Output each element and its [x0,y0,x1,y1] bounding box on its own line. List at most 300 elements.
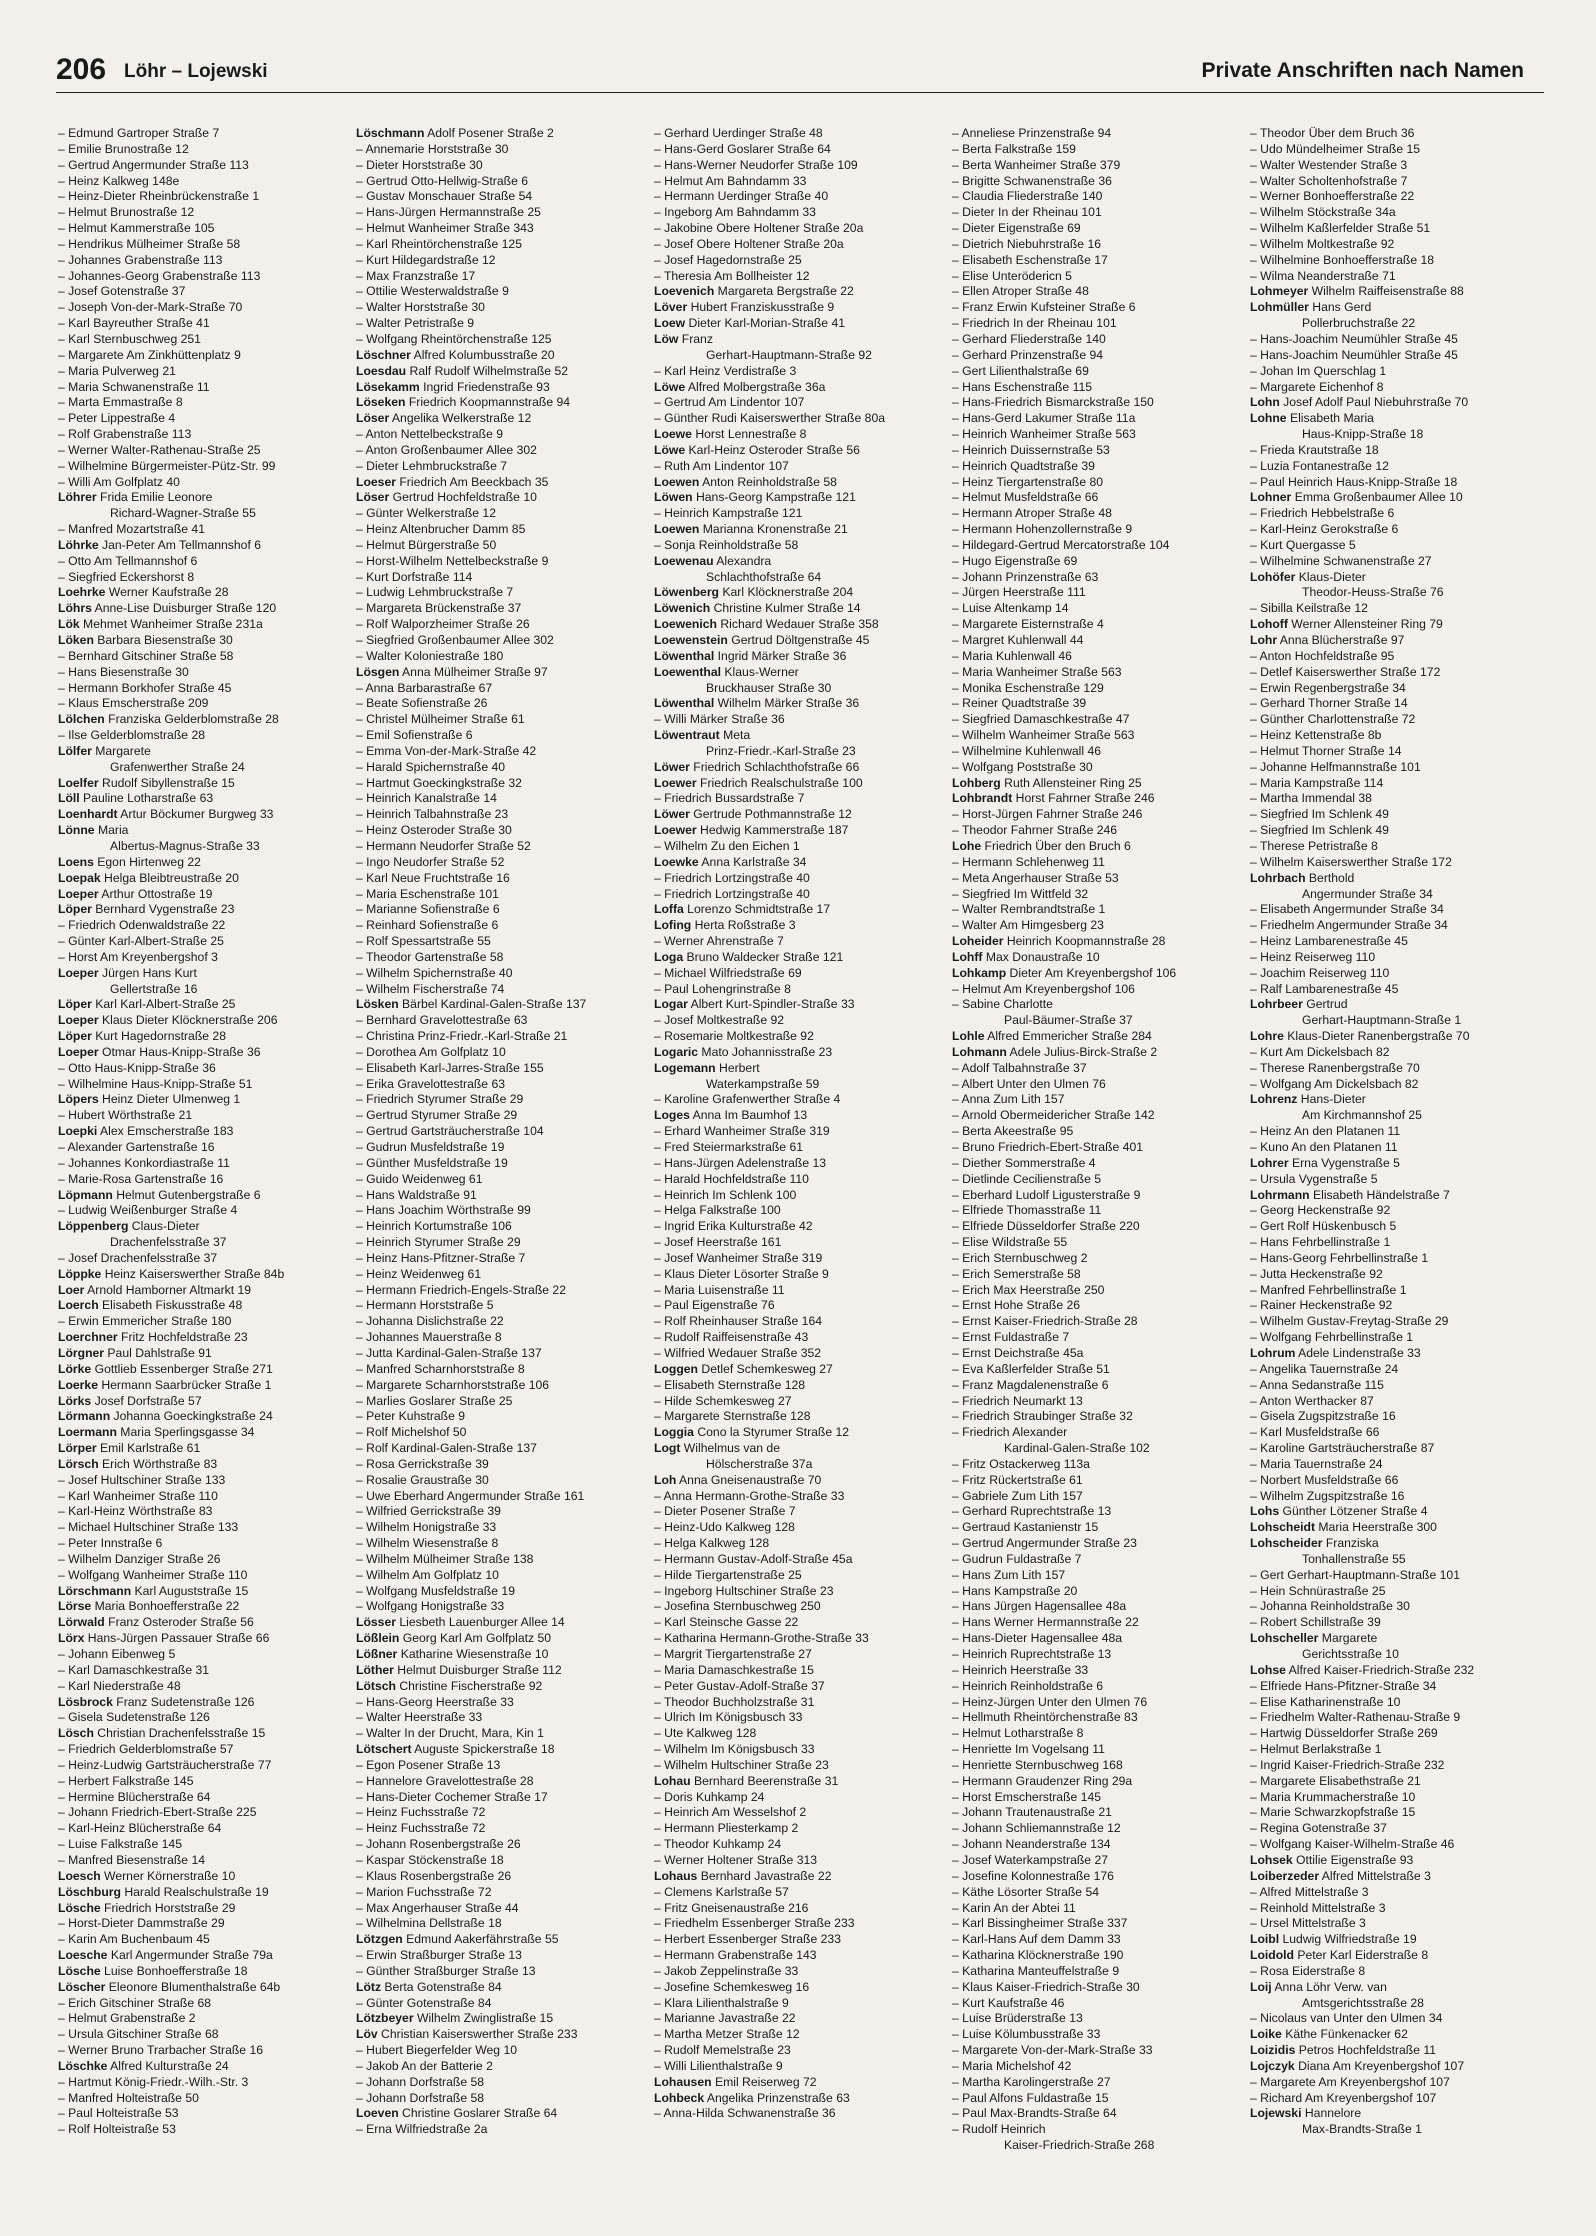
directory-entry [356,1172,644,1188]
entry-text: – Rudolf Memelstraße 23 [654,2043,791,2058]
directory-entry [952,982,1240,998]
entry-text: – Ernst Deichstraße 45a [952,1345,1084,1360]
directory-entry [1250,1647,1538,1663]
directory-entry [58,1710,346,1726]
directory-entry [356,2059,644,2075]
directory-entry [58,1362,346,1378]
surname: Loeser [356,474,396,489]
surname: Lötz [356,1979,382,1994]
entry-text: – Heinz-Jürgen Unter den Ulmen 76 [952,1694,1148,1709]
surname: Löll [58,791,80,806]
directory-entry [356,427,644,443]
entry-text: – Günther Straßburger Straße 13 [356,1963,536,1978]
entry-text: – Helmut Am Kreyenbergshof 106 [952,981,1135,996]
entry-text: – Karl-Heinz Wörthstraße 83 [58,1504,213,1519]
directory-entry [952,1679,1240,1695]
entry-text: Franziska Gelderblomstraße 28 [104,712,279,727]
directory-entry [58,2059,346,2075]
entry-text: – Maria Kampstraße 114 [1250,775,1384,790]
directory-entry [58,1061,346,1077]
entry-text: – Friedrich Odenwaldstraße 22 [58,918,226,933]
entry-text: – Siegfried Großenbaumer Allee 302 [356,633,554,647]
entry-text: – Maria Luisenstraße 11 [654,1282,785,1297]
directory-entry [952,1869,1240,1885]
directory-entry [952,158,1240,174]
directory-entry [356,1980,644,1996]
directory-entry [58,902,346,918]
directory-entry [1250,459,1538,475]
entry-text: – Werner Bruno Trarbacher Straße 16 [58,2043,264,2058]
directory-entry [952,1584,1240,1600]
directory-entry [1250,2106,1538,2122]
directory-entry [58,348,346,364]
entry-text: Helmut Duisburger Straße 112 [393,1662,562,1677]
entry-text: Richard Wedauer Straße 358 [716,617,879,632]
directory-entry [58,649,346,665]
surname: Lök [58,617,80,632]
entry-text: – Wilhelm Kaiserswerther Straße 172 [1250,854,1452,869]
entry-text: – Dietlinde Cecilienstraße 5 [952,1171,1102,1186]
entry-text: – Monika Eschenstraße 129 [952,680,1104,695]
entry-text: Karl Auguststraße 15 [131,1583,249,1598]
entry-text: Artur Böckumer Burgweg 33 [117,807,274,822]
surname: Lohrmann [1250,1187,1310,1202]
entry-text: – Kurt Hildegardstraße 12 [356,252,496,267]
directory-entry [1250,617,1538,633]
directory-entry [654,1932,942,1948]
entry-text: – Elisabeth Angermunder Straße 34 [1250,902,1444,917]
directory-entry [58,1742,346,1758]
directory-entry [356,902,644,918]
entry-text: Katharine Wiesenstraße 10 [397,1647,549,1661]
column-5 [1250,126,1538,2216]
entry-text: – Ludwig Lehmbruckstraße 7 [356,585,514,600]
directory-entry [952,1663,1240,1679]
directory-entry [356,665,644,681]
entry-text: – Edmund Gartroper Straße 7 [58,126,220,140]
entry-text: Drachenfelsstraße 37 [110,1235,227,1250]
directory-entry [1250,1473,1538,1489]
entry-text: – Friedrich In der Rheinau 101 [952,316,1117,331]
directory-entry [952,237,1240,253]
directory-entry [356,395,644,411]
entry-text: – Christina Prinz-Friedr.-Karl-Straße 21 [356,1029,568,1044]
directory-entry [58,997,346,1013]
entry-text: – Hans Jürgen Hagensallee 48a [952,1599,1127,1614]
entry-text: – Gertrud Otto-Hellwig-Straße 6 [356,173,529,188]
entry-text: – Berta Falkstraße 159 [952,141,1076,156]
entry-text: – Kurt Am Dickelsbach 82 [1250,1044,1390,1059]
entry-text: – Johann Prinzenstraße 63 [952,569,1099,584]
entry-text: Friedrich Horststraße 29 [100,1900,236,1915]
directory-entry [1250,189,1538,205]
entry-text: – Günter Welkerstraße 12 [356,506,496,521]
entry-text: Werner Allensteiner Ring 79 [1287,617,1443,632]
directory-entry [58,2043,346,2059]
directory-entry [356,966,644,982]
entry-text: – Helmut Thorner Straße 14 [1250,743,1402,758]
directory-entry [952,760,1240,776]
directory-entry [356,1394,644,1410]
directory-entry [58,427,346,443]
directory-entry [952,791,1240,807]
directory-entry [952,1283,1240,1299]
entry-text: Ingrid Friedenstraße 93 [419,379,550,394]
surname: Löper [58,1029,92,1044]
directory-entry [1250,887,1538,903]
directory-entry [1250,332,1538,348]
directory-entry [952,411,1240,427]
entry-text: – Werner Ahrenstraße 7 [654,934,784,949]
entry-text: – Johann Dorfstraße 58 [356,2074,485,2089]
entry-text: – Johanna Reinholdstraße 30 [1250,1599,1410,1614]
directory-entry [952,1346,1240,1362]
directory-entry [356,1077,644,1093]
entry-text: – Hans Eschenstraße 115 [952,379,1093,394]
entry-text: Georg Karl Am Golfplatz 50 [399,1631,552,1646]
directory-entry [654,776,942,792]
directory-entry [654,1409,942,1425]
surname: Lohner [1250,490,1292,505]
surname: Lohbeck [654,2090,705,2105]
entry-text: Am Kirchmannshof 25 [1302,1108,1422,1123]
directory-entry [1250,1441,1538,1457]
entry-text: – Heinrich Am Wesselshof 2 [654,1805,807,1820]
entry-text: – Hermann Neudorfer Straße 52 [356,838,531,853]
entry-text: – Hans Kampstraße 20 [952,1583,1078,1598]
directory-entry [654,538,942,554]
entry-text: – Paul Max-Brandts-Straße 64 [952,2106,1117,2121]
entry-text: Erich Wörthstraße 83 [98,1456,218,1471]
directory-entry [356,1679,644,1695]
entry-text: Pauline Lotharstraße 63 [79,791,214,806]
entry-text: – Therese Ranenbergstraße 70 [1250,1060,1420,1075]
directory-entry [58,1473,346,1489]
entry-text: – Hans-Joachim Neumühler Straße 45 [1250,331,1458,346]
directory-entry [952,728,1240,744]
entry-text: Franz Osteroder Straße 56 [104,1615,254,1630]
entry-text: – Franz Erwin Kufsteiner Straße 6 [952,300,1136,315]
directory-entry [654,633,942,649]
directory-entry [356,174,644,190]
directory-entry [1250,1298,1538,1314]
directory-entry [356,443,644,459]
directory-entry [654,823,942,839]
surname: Löken [58,633,94,647]
entry-text: Bernhard Beerenstraße 31 [690,1773,839,1788]
entry-text: – Emilie Brunostraße 12 [58,141,189,156]
entry-text: Karl Angermunder Straße 79a [107,1948,273,1963]
entry-text: – Harald Hochfeldstraße 110 [654,1171,809,1186]
directory-entry [1250,633,1538,649]
directory-entry [952,966,1240,982]
directory-entry [952,1758,1240,1774]
surname: Löver [654,300,688,315]
surname: Loermann [58,1425,117,1440]
directory-entry [1250,1615,1538,1631]
entry-text: – Fritz Gneisenaustraße 216 [654,1900,809,1915]
entry-text: – Heinz An den Platanen 11 [1250,1124,1401,1139]
entry-text: – Kurt Quergasse 5 [1250,537,1356,552]
directory-entry [654,554,942,570]
column-1 [58,126,346,2216]
surname: Löhrke [58,537,99,552]
entry-text: – Karl-Heinz Blücherstraße 64 [58,1821,222,1836]
surname: Loike [1250,2027,1282,2042]
entry-text: – Martha Immendal 38 [1250,791,1372,806]
entry-text: – Rolf Holteistraße 53 [58,2122,176,2137]
entry-text: – Friedrich Styrumer Straße 29 [356,1092,524,1107]
entry-text: – Peter Gustav-Adolf-Straße 37 [654,1678,825,1693]
entry-text: – Robert Schillstraße 39 [1250,1615,1381,1630]
entry-text: Hölscherstraße 37a [706,1456,813,1471]
directory-entry [654,300,942,316]
directory-entry [952,665,1240,681]
directory-entry [356,1504,644,1520]
entry-text: – Wolfgang Fehrbellinstraße 1 [1250,1330,1414,1345]
directory-entry [654,1996,942,2012]
entry-text: – Alfred Mittelstraße 3 [1250,1884,1369,1899]
entry-text: – Siegfried Im Wittfeld 32 [952,886,1089,901]
entry-text: – Wilhelm Danziger Straße 26 [58,1551,221,1566]
surname: Lößlein [356,1631,400,1646]
directory-entry [58,1409,346,1425]
directory-entry [952,823,1240,839]
entry-text: Maria [94,823,129,838]
directory-entry [1250,126,1538,142]
surname: Lörsch [58,1456,99,1471]
entry-text: Franz [678,331,713,346]
directory-entry [1250,649,1538,665]
entry-text: – Georg Heckenstraße 92 [1250,1203,1391,1218]
directory-entry [654,997,942,1013]
entry-text: – Hendrikus Mülheimer Straße 58 [58,236,241,251]
directory-entry [356,1790,644,1806]
entry-text: – Theresia Am Bollheister 12 [654,268,810,283]
entry-text: – Heinz Reiserweg 110 [1250,949,1376,964]
directory-entry [654,1584,942,1600]
directory-entry [654,1298,942,1314]
entry-text: Werner Körnerstraße 10 [100,1868,236,1883]
directory-entry [58,1552,346,1568]
directory-entry [654,1172,942,1188]
directory-entry [58,158,346,174]
directory-entry [1250,1901,1538,1917]
directory-entry [356,1425,644,1441]
entry-text: – Heinrich Reinholdstraße 6 [952,1678,1104,1693]
directory-entry [1250,1631,1538,1647]
entry-text: Emil Reiserweg 72 [711,2074,817,2089]
entry-text: – Erwin Straßburger Straße 13 [356,1948,522,1963]
directory-entry [58,189,346,205]
entry-text: – Hans Zum Lith 157 [952,1567,1066,1582]
entry-text: – Paul Heinrich Haus-Knipp-Straße 18 [1250,474,1458,489]
directory-entry [952,1441,1240,1457]
entry-text: Friedrich Am Beeckbach 35 [395,474,549,489]
entry-text: – Hans-Dieter Hagensallee 48a [952,1631,1123,1646]
entry-text: – Karl Heinz Verdistraße 3 [654,363,797,378]
directory-entry [356,1568,644,1584]
entry-text: – Josef Obere Holtener Straße 20a [654,236,844,251]
surname: Löw [654,331,679,346]
entry-text: – Günther Charlottenstraße 72 [1250,712,1416,727]
directory-entry [952,934,1240,950]
directory-entry [58,1901,346,1917]
entry-text: Maria Bonhoefferstraße 22 [91,1599,240,1614]
entry-text: – Otto Haus-Knipp-Straße 36 [58,1060,216,1075]
directory-entry [952,1821,1240,1837]
entry-text: Erna Vygenstraße 5 [1288,1155,1400,1170]
directory-entry [58,1568,346,1584]
surname: Löv [356,2027,378,2042]
directory-entry [1250,380,1538,396]
surname: Lojczyk [1250,2058,1295,2073]
directory-entry [952,395,1240,411]
entry-text: – Rosemarie Moltkestraße 92 [654,1029,814,1044]
directory-entry [1250,1980,1538,1996]
directory-entry [356,585,644,601]
directory-entry [1250,253,1538,269]
surname: Lohkamp [952,965,1007,980]
directory-entry [654,158,942,174]
directory-entry [654,1140,942,1156]
directory-entry [58,1536,346,1552]
entry-text: – Margarete Scharnhorststraße 106 [356,1377,550,1392]
surname: Lohmann [952,1044,1007,1059]
entry-text: – Egon Posener Straße 13 [356,1757,501,1772]
directory-entry [58,2027,346,2043]
entry-text: – Luise Brüderstraße 13 [952,2011,1083,2026]
directory-entry [654,1188,942,1204]
entry-text: – Rolf Kardinal-Galen-Straße 137 [356,1441,537,1456]
directory-entry [1250,221,1538,237]
entry-text: Liesbeth Lauenburger Allee 14 [395,1615,565,1630]
directory-entry [1250,2122,1538,2138]
entry-text: – Karl Musfeldstraße 66 [1250,1425,1380,1440]
directory-entry [58,1156,346,1172]
entry-text: – Friedhelm Walter-Rathenau-Straße 9 [1250,1710,1461,1725]
directory-entry [1250,871,1538,887]
entry-text: – Franz Magdalenenstraße 6 [952,1377,1109,1392]
directory-entry [654,253,942,269]
entry-text: – Theodor Fahrner Straße 246 [952,823,1118,838]
entry-text: – Marie Schwarzkopfstraße 15 [1250,1805,1416,1820]
directory-entry [58,807,346,823]
entry-text: – Ulrich Im Königsbusch 33 [654,1710,803,1725]
directory-entry [58,395,346,411]
directory-entry [1250,934,1538,950]
directory-entry [654,1425,942,1441]
directory-entry [1250,316,1538,332]
directory-entry [58,554,346,570]
surname: Loewenstein [654,633,728,647]
directory-entry [654,1378,942,1394]
directory-entry [952,2091,1240,2107]
entry-text: Christian Kaiserswerther Straße 233 [377,2027,578,2042]
entry-text: Lorenzo Schmidtstraße 17 [683,902,831,917]
directory-entry [58,982,346,998]
entry-text: – Friedhelm Angermunder Straße 34 [1250,918,1448,933]
directory-entry [952,2138,1240,2154]
entry-text: – Erwin Emmericher Straße 180 [58,1314,232,1329]
entry-text: – Erhard Wanheimer Straße 319 [654,1124,830,1139]
directory-entry [654,855,942,871]
directory-entry [654,126,942,142]
directory-entry [654,839,942,855]
entry-text: – Johann Neanderstraße 134 [952,1837,1111,1852]
entry-text: Petros Hochfeldstraße 11 [1295,2043,1437,2058]
entry-text: – Günther Rudi Kaiserswerther Straße 80a [654,411,885,426]
entry-text: Eleonore Blumenthalstraße 64b [105,1979,281,1994]
directory-entry [356,1061,644,1077]
directory-entry [58,633,346,649]
entry-text: – Gertrud Styrumer Straße 29 [356,1108,518,1123]
directory-entry [1250,284,1538,300]
directory-entry [654,1568,942,1584]
entry-text: – Gudrun Musfeldstraße 19 [356,1140,505,1154]
entry-text: – Hildegard-Gertrud Mercatorstraße 104 [952,537,1170,552]
directory-entry [654,1663,942,1679]
directory-entry [654,284,942,300]
entry-text: Christian Drachenfelsstraße 15 [93,1726,266,1741]
entry-text: – Sibilla Keilstraße 12 [1250,601,1368,616]
entry-text: – Johannes Grabenstraße 113 [58,252,223,267]
entry-text: – Maria Eschenstraße 101 [356,886,499,901]
directory-entry [58,1045,346,1061]
entry-text: Angelika Welkerstraße 12 [389,411,532,426]
directory-entry [654,1441,942,1457]
surname: Löscher [58,1979,106,1994]
entry-text: Alfred Kolumbusstraße 20 [410,347,555,362]
directory-entry [654,1901,942,1917]
directory-entry [58,934,346,950]
directory-entry [1250,1013,1538,1029]
directory-entry [356,1298,644,1314]
directory-entry [58,2075,346,2091]
directory-entry [952,1457,1240,1473]
entry-text: – Hermann Borkhofer Straße 45 [58,680,232,695]
directory-entry [1250,269,1538,285]
entry-text: – Hartmut König-Friedr.-Wilh.-Str. 3 [58,2074,249,2089]
directory-entry [654,1980,942,1996]
directory-entry [356,601,644,617]
directory-entry [1250,601,1538,617]
surname: Lohberg [952,775,1001,790]
surname: Löper [58,902,92,917]
directory-entry [952,2075,1240,2091]
entry-text: – Jakob An der Batterie 2 [356,2058,493,2073]
entry-text: – Klara Lilienthalstraße 9 [654,1995,789,2010]
directory-entry [356,158,644,174]
directory-entry [952,1330,1240,1346]
entry-text: – Heinz-Dieter Rheinbrückenstraße 1 [58,189,260,204]
entry-text: – Johanne Helfmannstraße 101 [1250,759,1421,774]
surname: Lohoff [1250,617,1288,632]
entry-text: – Ralf Lambarenestraße 45 [1250,981,1399,996]
directory-entry [58,1425,346,1441]
entry-text: Alfred Molbergstraße 36a [685,379,826,394]
directory-entry [356,269,644,285]
entry-text: – Helmut Berlakstraße 1 [1250,1742,1382,1757]
entry-text: – Rolf Walporzheimer Straße 26 [356,617,530,632]
entry-text: Theodor-Heuss-Straße 76 [1302,585,1444,600]
entry-text: Prinz-Friedr.-Karl-Straße 23 [706,743,856,758]
surname: Löwenberg [654,585,720,600]
entry-text: – Siegfried Damaschkestraße 47 [952,712,1130,727]
directory-entry [356,1774,644,1790]
directory-entry [1250,791,1538,807]
entry-text: Alfred Emmericher Straße 284 [984,1029,1152,1044]
